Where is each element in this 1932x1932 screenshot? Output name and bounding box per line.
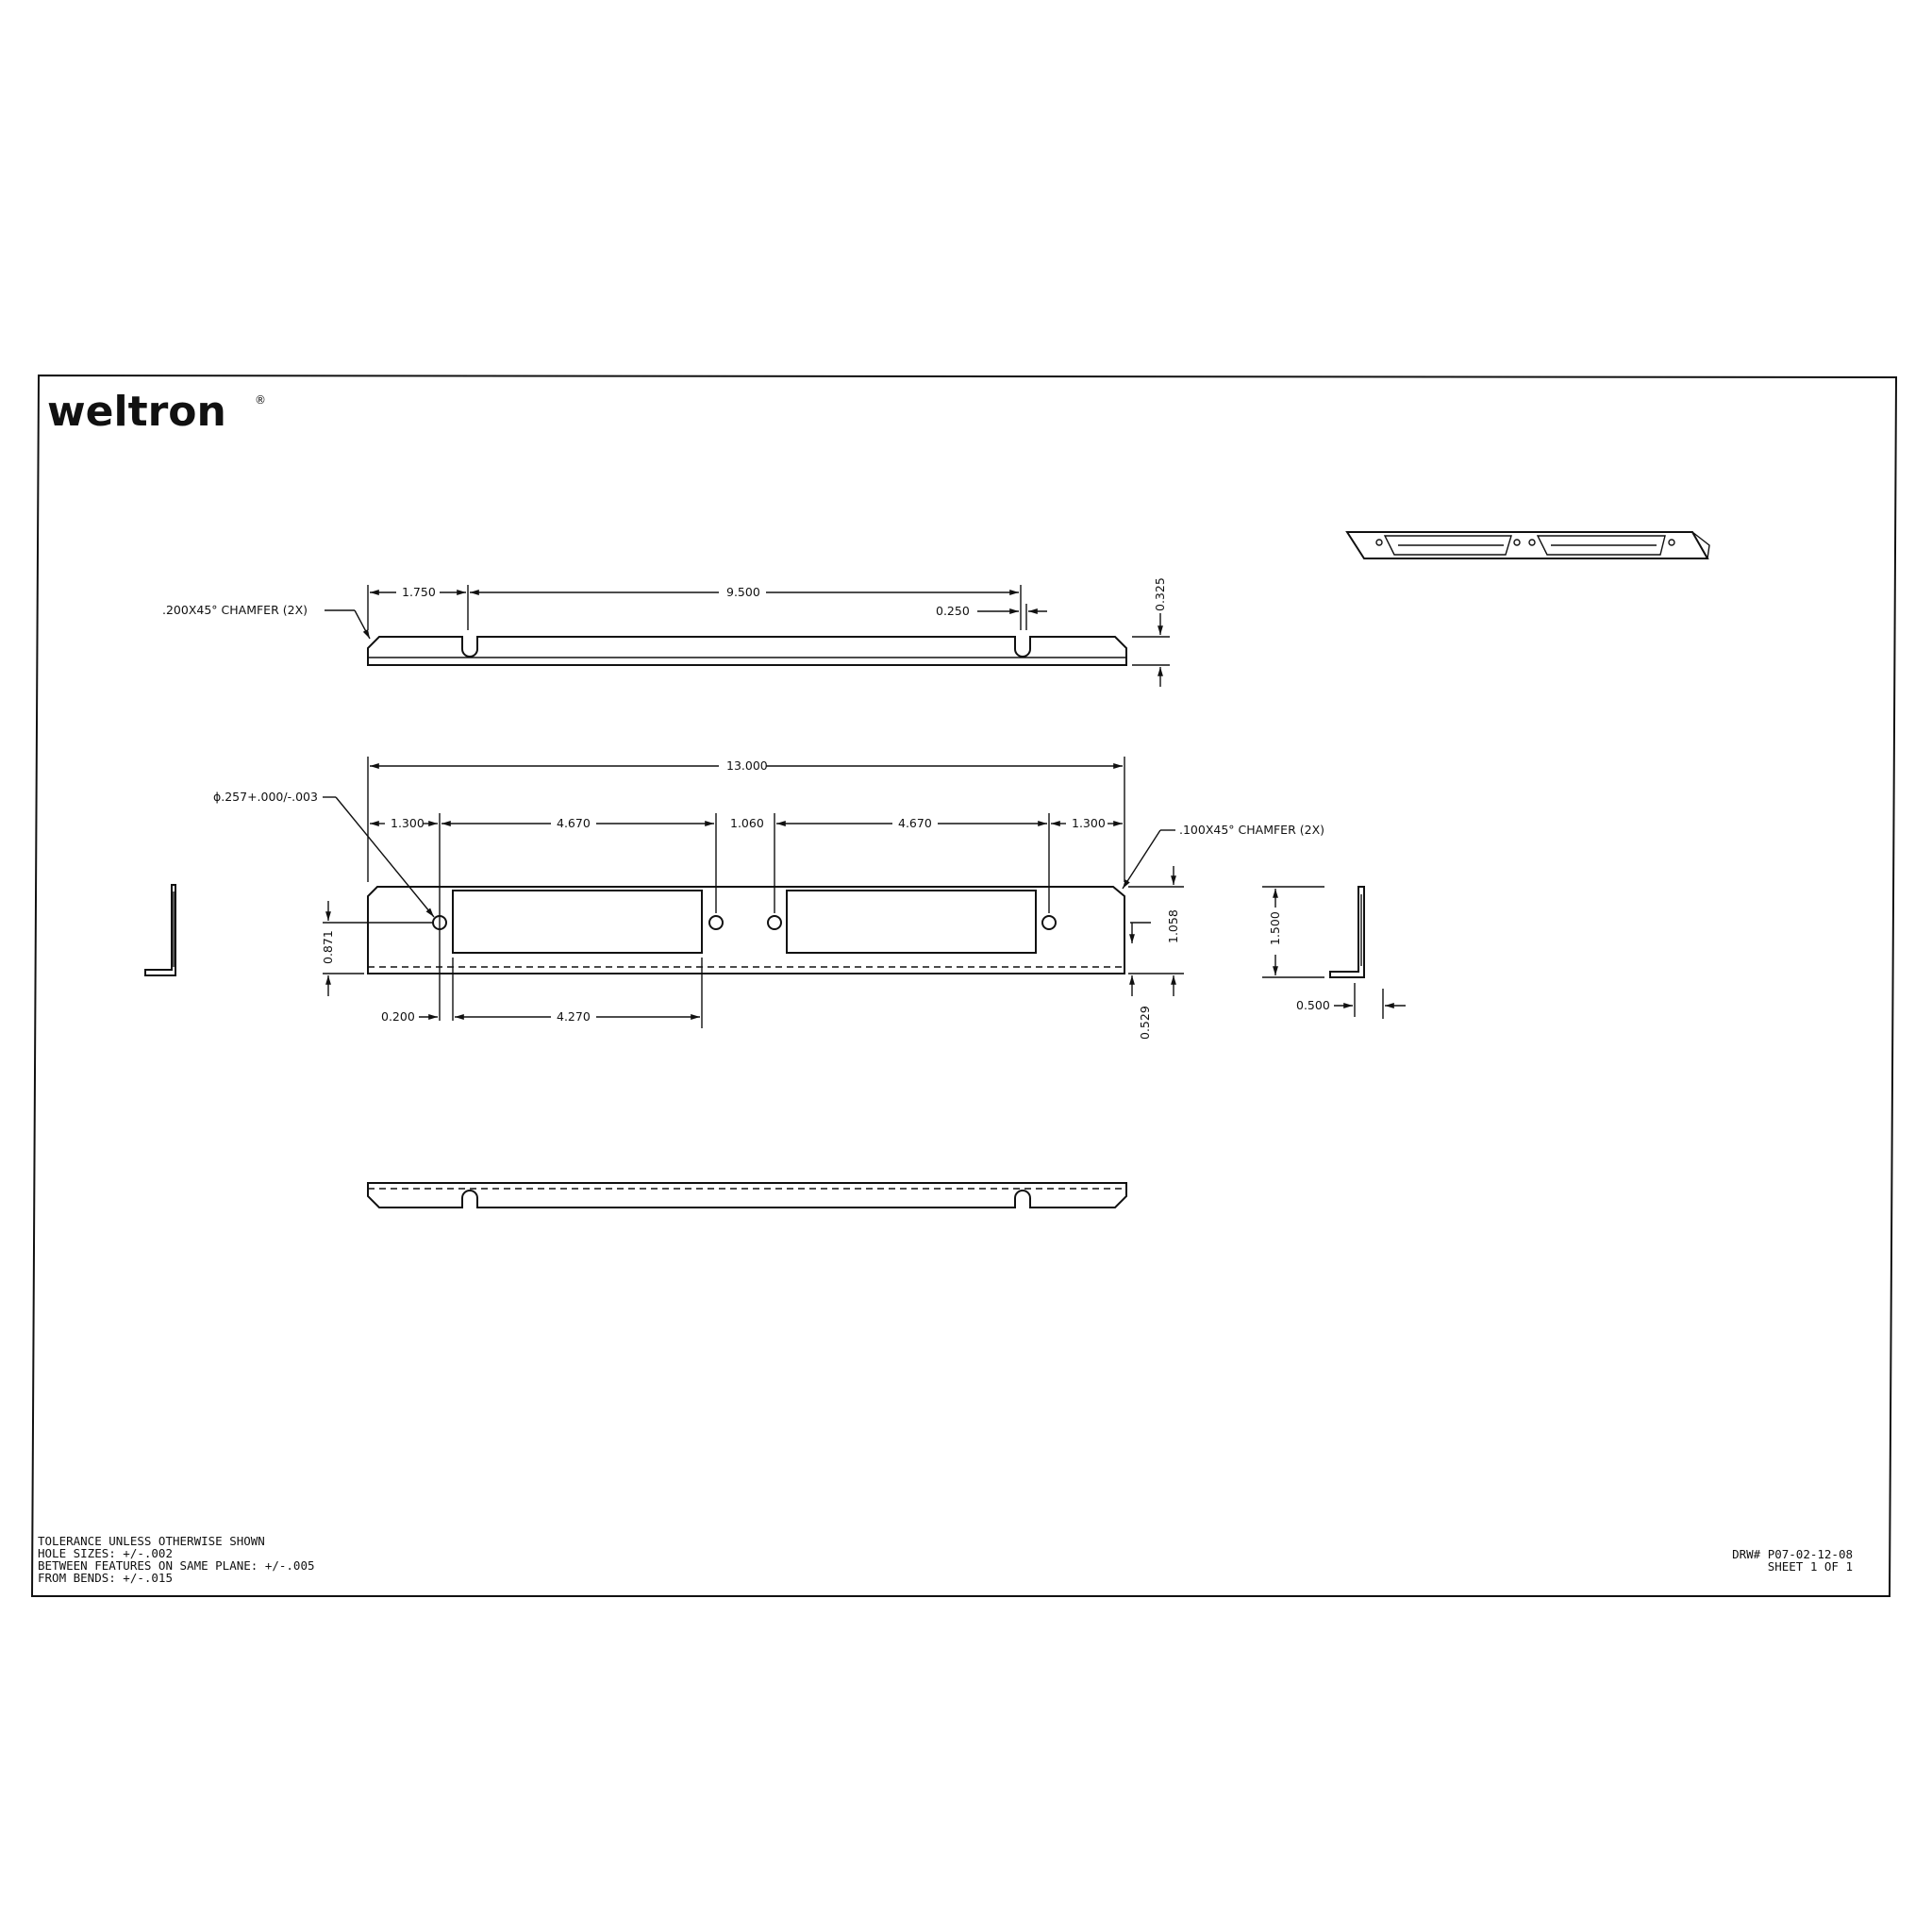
brand-logo: weltron	[47, 388, 226, 436]
dim-bottom-offset: 0.529	[1138, 1006, 1152, 1040]
registered-mark: ®	[255, 393, 266, 407]
dim-gap: 1.060	[730, 816, 764, 830]
dim-slot-spacing: 9.500	[726, 585, 760, 599]
dim-flange-height: 0.325	[1153, 577, 1167, 611]
sheet-number: SHEET 1 OF 1	[1767, 1559, 1853, 1574]
dim-side-base: 0.500	[1296, 998, 1330, 1012]
right-side-profile	[1262, 887, 1406, 1019]
left-side-profile	[145, 885, 175, 975]
bottom-view	[368, 1183, 1126, 1208]
dim-cutout-inner: 4.270	[557, 1009, 591, 1024]
dim-hole-height: 0.871	[321, 930, 335, 964]
dim-cutout-height: 1.058	[1166, 909, 1180, 943]
dim-side-height: 1.500	[1268, 911, 1282, 945]
tolerance-line: HOLE SIZES: +/-.002	[38, 1546, 173, 1560]
dim-left-margin: 1.300	[391, 816, 425, 830]
cutout-right	[787, 891, 1036, 953]
tolerance-notes	[38, 1534, 315, 1585]
dim-right-margin: 1.300	[1072, 816, 1106, 830]
cutout-left	[453, 891, 702, 953]
title-block	[1732, 1547, 1853, 1574]
hole-callout: ϕ.257+.000/-.003	[213, 790, 318, 804]
top-chamfer-note: .200X45° CHAMFER (2X)	[162, 603, 308, 617]
dim-left-offset: 1.750	[402, 585, 436, 599]
front-chamfer-note: .100X45° CHAMFER (2X)	[1179, 823, 1325, 837]
tolerance-line: FROM BENDS: +/-.015	[38, 1571, 173, 1585]
dim-cutout-inset: 0.200	[381, 1009, 415, 1024]
dim-cutout-2-width: 4.670	[898, 816, 932, 830]
front-view	[213, 757, 1324, 1040]
mounting-hole	[1042, 916, 1056, 929]
mounting-hole	[709, 916, 723, 929]
isometric-view	[1347, 532, 1709, 558]
mounting-hole	[768, 916, 781, 929]
tolerance-line: TOLERANCE UNLESS OTHERWISE SHOWN	[38, 1534, 265, 1548]
top-view	[162, 577, 1170, 687]
drawing-number: DRW# P07-02-12-08	[1732, 1547, 1853, 1561]
tolerance-line: BETWEEN FEATURES ON SAME PLANE: +/-.005	[38, 1558, 315, 1573]
dim-overall-length: 13.000	[726, 758, 768, 773]
dim-cutout-1-width: 4.670	[557, 816, 591, 830]
dim-slot-width: 0.250	[936, 604, 970, 618]
